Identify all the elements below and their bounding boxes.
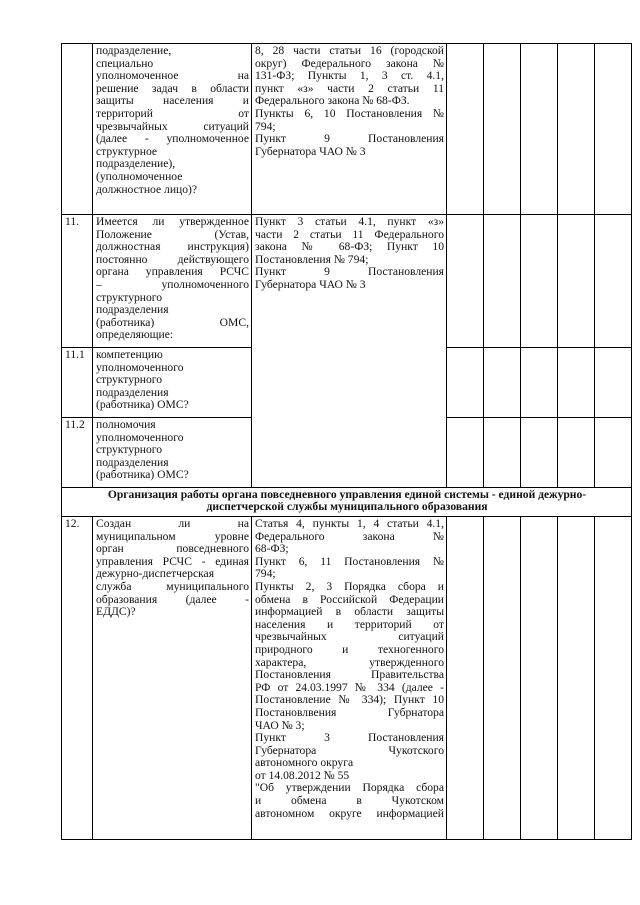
text-line: Федерального закона № [255, 529, 444, 543]
text-line: информацией в области защиты [255, 605, 444, 619]
answer-na-cell [521, 44, 558, 215]
notes-cell [595, 517, 632, 840]
text-line: компетенцию [96, 348, 163, 361]
text-line: уполномоченного [96, 360, 184, 374]
text-line: постоянно действующего [96, 252, 249, 266]
legal-basis-cell [252, 215, 447, 488]
text-line: Губернатора Чукотского [255, 743, 444, 757]
text-line: структурное [96, 144, 158, 158]
text-line: населения и территорий от [255, 617, 444, 631]
text-line: орган повседневного [96, 542, 249, 556]
text-line: (работника) ОМС? [96, 398, 189, 412]
section-title [62, 488, 632, 517]
text-line: 794; [255, 119, 276, 133]
text-line: Пункт 3 статьи 4.1, пункт «з» [255, 215, 444, 228]
text-line: Пункт 9 Постановления [255, 265, 444, 279]
answer-yes-cell [447, 517, 484, 840]
text-line: муниципальном уровне [96, 529, 249, 543]
answer-no-cell [484, 418, 521, 488]
notes-cell [595, 418, 632, 488]
question-cell [93, 418, 252, 488]
text-line: Постановлвения Губрнатора [255, 705, 444, 719]
text-line: управления РСЧС - единая [96, 554, 249, 568]
text-line: (работника) ОМС, [96, 315, 249, 329]
text-line: служба муниципального [96, 579, 249, 593]
text-line: Положение (Устав, [96, 227, 249, 241]
text-line: специально [96, 56, 154, 70]
text-line: "Об утверждении Порядка сбора [255, 781, 444, 795]
text-line: подразделения [96, 455, 169, 469]
answer-cell [558, 44, 595, 215]
text-line: автономного округа [255, 756, 354, 770]
section-title-line: Организация работы органа повседневного управления единой системы - единой дежурно- [107, 488, 587, 501]
answer-yes-cell [447, 418, 484, 488]
text-line: Пункты 6, 10 Постановления № [255, 106, 444, 120]
text-line: Пункт 6, 11 Постановления № [255, 554, 444, 568]
answer-yes-cell [447, 215, 484, 348]
text-line: ЧАО № 3; [255, 718, 305, 732]
text-line: территорий от [96, 106, 249, 120]
text-line: должностное лицо)? [96, 182, 198, 196]
legal-basis-cell [252, 44, 447, 215]
section-title-line: диспетчерской службы муниципального образования [206, 500, 488, 514]
answer-na-cell [521, 517, 558, 840]
answer-cell [558, 215, 595, 348]
text-line: решение задач в области [96, 81, 249, 95]
text-line: (далее - уполномоченное [96, 132, 249, 146]
text-line: от 14.08.2012 № 55 [255, 768, 350, 782]
text-line: 68-ФЗ; [255, 542, 289, 556]
answer-no-cell [484, 517, 521, 840]
text-line: Губернатора ЧАО № 3 [255, 144, 366, 158]
text-line: РФ от 24.03.1997 № 334 (далее - [255, 680, 444, 694]
answer-cell [558, 348, 595, 418]
text-line: дежурно-диспетчерская [96, 567, 215, 581]
table-row [62, 44, 632, 215]
answer-no-cell [484, 348, 521, 418]
text-line: характера, утвержденного [255, 655, 444, 669]
question-cell [93, 215, 252, 348]
row-number: 11.1 [62, 348, 93, 418]
text-line: Федерального закона № 68-ФЗ. [255, 94, 410, 108]
text-line: ЕДДС)? [96, 605, 136, 619]
answer-no-cell [484, 215, 521, 348]
text-line: 8, 28 части статьи 16 (городской [255, 44, 444, 57]
question-cell [93, 348, 252, 418]
text-line: подразделение, [96, 44, 172, 57]
table-row [62, 215, 632, 348]
question-cell [93, 44, 252, 215]
checklist-table [61, 43, 632, 840]
question-cell [93, 517, 252, 840]
text-line: обмена в Российской Федерации [255, 592, 444, 606]
answer-cell [558, 418, 595, 488]
text-line: 131-ФЗ; Пункты 1, 3 ст. 4.1, [255, 69, 444, 83]
text-line: уполномоченное на [96, 69, 249, 83]
text-line: Постановления № 794; [255, 252, 369, 266]
text-line: Создан ли на [96, 517, 249, 530]
text-line: защиты населения и [96, 94, 249, 108]
text-line: уполномоченного [96, 430, 184, 444]
text-line: полномочия [96, 418, 156, 431]
section-row [62, 488, 632, 517]
notes-cell [595, 348, 632, 418]
text-line: Пункты 2, 3 Порядка сбора и [255, 579, 444, 593]
text-line: подразделения [96, 303, 169, 317]
text-line: (работника) ОМС? [96, 468, 189, 482]
row-number: 11.2 [62, 418, 93, 488]
row-number: 11. [62, 215, 93, 348]
text-line: образования (далее - [96, 592, 249, 606]
text-line: Губернатора ЧАО № 3 [255, 277, 366, 291]
text-line: автономном округе информацией [255, 806, 444, 820]
text-line: чрезвычайных ситуаций [96, 119, 249, 133]
text-line: природного и техногенного [255, 642, 444, 656]
text-line: подразделения [96, 385, 169, 399]
answer-cell [558, 517, 595, 840]
text-line: определяющие: [96, 328, 174, 342]
answer-na-cell [521, 215, 558, 348]
notes-cell [595, 215, 632, 348]
answer-yes-cell [447, 44, 484, 215]
text-line: чрезвычайных ситуаций [255, 630, 444, 644]
text-line: Пункт 9 Постановления [255, 132, 444, 146]
row-number [62, 44, 93, 215]
text-line: Имеется ли утвержденное [96, 215, 249, 228]
text-line: пункт «з» части 2 статьи 11 [255, 81, 444, 95]
text-line: (уполномоченное [96, 169, 183, 183]
text-line: Статья 4, пункты 1, 4 статьи 4.1, [255, 517, 444, 530]
text-line: – уполномоченного [96, 277, 249, 291]
row-number: 12. [62, 517, 93, 840]
text-line: структурного [96, 373, 163, 387]
answer-yes-cell [447, 348, 484, 418]
text-line: Постановления Правительства [255, 668, 444, 682]
answer-no-cell [484, 44, 521, 215]
text-line: Постановление № 334); Пункт 10 [255, 693, 444, 707]
legal-basis-cell [252, 517, 447, 840]
text-line: органа управления РСЧС [96, 265, 249, 279]
text-line: части 2 статьи 11 Федерального [255, 227, 444, 241]
text-line: 794; [255, 567, 276, 581]
text-line: структурного [96, 290, 163, 304]
table-row [62, 517, 632, 840]
text-line: закона № 68-ФЗ; Пункт 10 [255, 240, 444, 254]
answer-na-cell [521, 418, 558, 488]
text-line: подразделение), [96, 157, 176, 171]
text-line: Пункт 3 Постановления [255, 731, 444, 745]
text-line: округ) Федерального закона № [255, 56, 444, 70]
notes-cell [595, 44, 632, 215]
answer-na-cell [521, 348, 558, 418]
text-line: и обмена в Чукотском [255, 794, 444, 808]
text-line: структурного [96, 443, 163, 457]
text-line: должностная инструкция) [96, 240, 249, 254]
